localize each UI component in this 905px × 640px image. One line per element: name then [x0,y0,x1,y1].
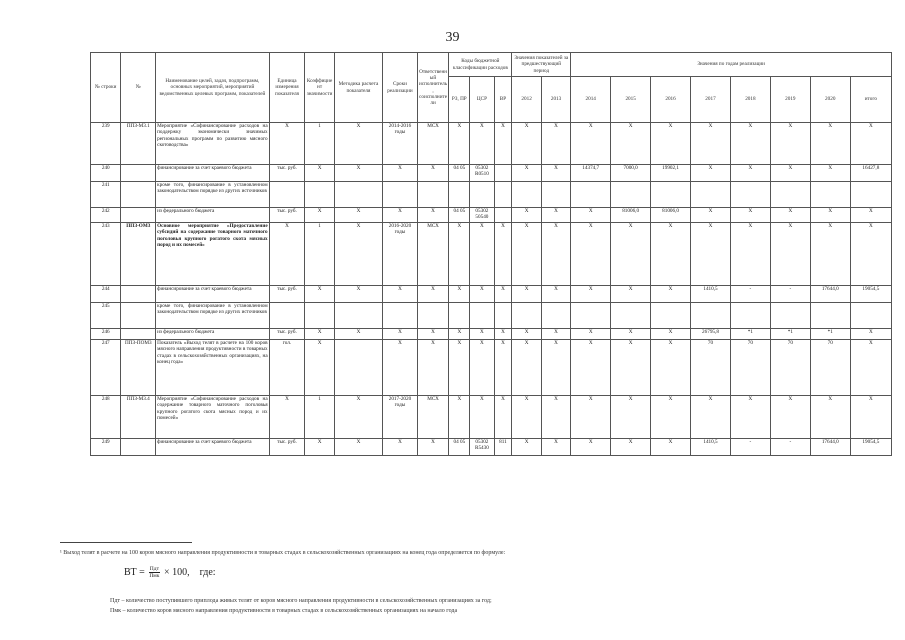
page-number: 39 [445,30,460,45]
row-2019: - [770,439,810,456]
row-number: 244 [91,286,121,303]
row-unit: тыс. руб. [269,208,305,223]
row-name: кроме того, финансирование в установленном законодательством порядке из других источников [156,182,270,208]
row-rz-pr [449,303,470,329]
footnote-divider [60,542,192,543]
row-2016: Х [651,223,691,286]
header-row-number: № строки [91,53,121,123]
row-2014: Х [571,208,611,223]
row-rz-pr: Х [449,223,470,286]
formula-fraction [149,566,160,579]
row-2013: Х [541,165,570,182]
row-csr: Х [470,329,494,340]
row-number: 246 [91,329,121,340]
table-row [91,123,892,165]
row-2017: 1410,5 [691,286,731,303]
row-method: Х [334,208,382,223]
row-csr: 05302 R0510 [470,165,494,182]
row-rz-pr: Х [449,396,470,439]
row-csr [470,182,494,208]
row-method: Х [334,329,382,340]
row-number: 239 [91,123,121,165]
header-method: Методика расчета показателя [334,53,382,123]
row-2013: Х [541,286,570,303]
row-2015 [611,182,651,208]
header-vr: ВР [494,77,512,123]
row-2016: Х [651,340,691,396]
row-total: Х [850,329,891,340]
row-name: Мероприятие «Софинансирование расходов на поддержку экономически значимых региональных программ по развитию мясного скотоводства» [156,123,270,165]
row-coefficient [305,182,334,208]
row-method: Х [334,123,382,165]
row-executor [417,182,449,208]
row-2014: Х [571,329,611,340]
row-name: Основное мероприятие «Предоставление субсидий на содержание товарного маточного поголовья крупного рогатого скота мясных пород и их помесей» [156,223,270,286]
row-method: Х [334,396,382,439]
row-rz-pr: 04 05 [449,208,470,223]
row-2020 [810,182,850,208]
row-coefficient [305,303,334,329]
row-unit [269,303,305,329]
row-total: Х [850,396,891,439]
row-2016 [651,182,691,208]
row-executor: Х [417,340,449,396]
row-2017: 70 [691,340,731,396]
row-csr: Х [470,286,494,303]
row-2019: Х [770,123,810,165]
row-2020: Х [810,396,850,439]
row-2012: Х [512,223,541,286]
row-2017: Х [691,208,731,223]
row-2016: Х [651,123,691,165]
row-2019: - [770,286,810,303]
row-number: 245 [91,303,121,329]
row-coefficient: Х [305,439,334,456]
header-2020: 2020 [810,77,850,123]
row-unit: тыс. руб. [269,286,305,303]
row-period: Х [383,286,418,303]
row-2012: Х [512,123,541,165]
row-unit: тыс. руб. [269,165,305,182]
row-2020: Х [810,223,850,286]
header-csr: ЦСР [470,77,494,123]
row-total: Х [850,223,891,286]
formula-numerator: Пдт [149,566,159,572]
row-period: Х [383,165,418,182]
row-number: 242 [91,208,121,223]
row-2020: 17644,0 [810,439,850,456]
row-2015: 7000,0 [611,165,651,182]
row-code: ППЗ-ОМ3 [121,223,156,286]
table-row [91,340,892,396]
row-2015: Х [611,439,651,456]
row-2019: 70 [770,340,810,396]
row-2015: Х [611,123,651,165]
row-vr: Х [494,123,512,165]
row-2012: Х [512,340,541,396]
row-method: Х [334,223,382,286]
header-unit: Единица измерения показателя [269,53,305,123]
row-2016: Х [651,396,691,439]
formula-rhs: × 100, [163,567,190,578]
row-2020: Х [810,123,850,165]
legend-pmk: Пмк – количество коров мясного направления продуктивности в товарных стадах в сельскохозяйственных организациях на начало года [110,608,458,614]
row-2014 [571,182,611,208]
header-2014: 2014 [571,77,611,123]
row-method: Х [334,439,382,456]
row-2015: 81006,0 [611,208,651,223]
row-method: Х [334,165,382,182]
row-2017: 26795,8 [691,329,731,340]
row-2015: Х [611,286,651,303]
header-2015: 2015 [611,77,651,123]
row-rz-pr: 04 05 [449,439,470,456]
row-period [383,182,418,208]
header-2019: 2019 [770,77,810,123]
row-vr: Х [494,223,512,286]
row-2019 [770,303,810,329]
row-coefficient: Х [305,286,334,303]
header-budget-codes: Коды бюджетной классификации расходов [449,53,512,77]
row-unit: Х [269,396,305,439]
row-total [850,303,891,329]
row-2019: Х [770,165,810,182]
formula [124,566,216,579]
row-vr [494,165,512,182]
row-2013: Х [541,123,570,165]
formula-lhs: ВТ = [124,567,145,578]
row-coefficient: Х [305,329,334,340]
row-2020: *1 [810,329,850,340]
table-row [91,396,892,439]
row-2020: 17644,0 [810,286,850,303]
header-2018: 2018 [730,77,770,123]
row-2018: Х [730,123,770,165]
row-total: Х [850,123,891,165]
row-2016 [651,303,691,329]
table-header [91,53,892,123]
row-2012: Х [512,165,541,182]
row-2019 [770,182,810,208]
row-2012: Х [512,329,541,340]
row-2013 [541,182,570,208]
row-rz-pr: 04 05 [449,165,470,182]
row-2016: Х [651,329,691,340]
row-2012: Х [512,286,541,303]
row-2013: Х [541,223,570,286]
row-rz-pr [449,182,470,208]
row-2018: *1 [730,329,770,340]
row-2013 [541,303,570,329]
row-total: 19054,5 [850,439,891,456]
row-number: 241 [91,182,121,208]
header-total: итого [850,77,891,123]
row-vr [494,182,512,208]
row-unit: тыс. руб. [269,329,305,340]
row-2018: Х [730,165,770,182]
row-method [334,182,382,208]
row-unit: гол. [269,340,305,396]
row-total [850,182,891,208]
row-code [121,208,156,223]
row-number: 247 [91,340,121,396]
row-2019: Х [770,208,810,223]
row-vr: Х [494,286,512,303]
header-executor: Ответственный исполнитель, соисполнители [417,53,449,123]
header-rz-pr: РЗ, ПР [449,77,470,123]
table-row [91,208,892,223]
row-2015: Х [611,329,651,340]
table-row [91,329,892,340]
row-2020 [810,303,850,329]
row-coefficient: Х [305,165,334,182]
row-csr [470,303,494,329]
row-name: финансирование за счет краевого бюджета [156,165,270,182]
legend-pdt: Пдт – количество поступившего приплода живых телят от коров мясного направления продуктивности в сельскохозяйственных организациях за год; [110,598,492,604]
row-2015: Х [611,340,651,396]
row-2019: *1 [770,329,810,340]
row-coefficient: Х [305,340,334,396]
row-2018: - [730,286,770,303]
row-2016: 19902,1 [651,165,691,182]
row-number: 243 [91,223,121,286]
row-method [334,303,382,329]
row-name: кроме того, финансирование в установленном законодательством порядке из других источников [156,303,270,329]
row-2016: Х [651,286,691,303]
row-code: ППЗ-М3.4 [121,396,156,439]
row-2012 [512,182,541,208]
row-total: Х [850,208,891,223]
row-csr: Х [470,340,494,396]
table-row [91,165,892,182]
row-2018: 70 [730,340,770,396]
header-coefficient: Коэффициент значимости [305,53,334,123]
row-csr: 05302 R5430 [470,439,494,456]
row-executor: Х [417,329,449,340]
footnote-text: ¹ Выход телят в расчете на 100 коров мясного направления продуктивности в товарных стадах в сельскохозяйственных организациях на конец года определяется по формуле: [60,550,506,556]
row-coefficient: 1 [305,396,334,439]
row-2013: Х [541,340,570,396]
row-coefficient: 1 [305,123,334,165]
header-2013: 2013 [541,77,570,123]
row-2015 [611,303,651,329]
row-rz-pr: Х [449,329,470,340]
row-executor [417,303,449,329]
row-code [121,182,156,208]
row-2019: Х [770,223,810,286]
row-csr: 05302 50540 [470,208,494,223]
row-2014: Х [571,123,611,165]
row-csr: Х [470,123,494,165]
formula-denominator: Пмк [149,573,160,579]
row-2013: Х [541,329,570,340]
row-method [334,340,382,396]
row-2013: Х [541,396,570,439]
header-code: № [121,53,156,123]
row-total: 16427,8 [850,165,891,182]
row-period: 2016-2020 годы [383,223,418,286]
row-2020: Х [810,208,850,223]
row-executor: Х [417,439,449,456]
row-2018: Х [730,223,770,286]
row-number: 240 [91,165,121,182]
row-executor: Х [417,286,449,303]
row-vr: Х [494,340,512,396]
row-2018 [730,303,770,329]
row-period: 2014-2016 годы [383,123,418,165]
row-coefficient: 1 [305,223,334,286]
header-previous-period: Значения показателей за предшествующий период [512,53,571,77]
row-2016: Х [651,439,691,456]
row-2017 [691,182,731,208]
row-2014: Х [571,396,611,439]
row-rz-pr: Х [449,286,470,303]
row-csr: Х [470,396,494,439]
row-name: из федерального бюджета [156,329,270,340]
row-executor: МСХ [417,123,449,165]
row-2014 [571,303,611,329]
row-2014: 14374,7 [571,165,611,182]
row-period: Х [383,208,418,223]
row-2014: Х [571,439,611,456]
row-2015: Х [611,223,651,286]
row-2012 [512,303,541,329]
row-method: Х [334,286,382,303]
row-csr: Х [470,223,494,286]
row-period: Х [383,329,418,340]
row-period: Х [383,340,418,396]
row-vr: 811 [494,439,512,456]
row-2017: 1410,5 [691,439,731,456]
row-executor: Х [417,208,449,223]
header-2016: 2016 [651,77,691,123]
table-row [91,286,892,303]
header-2017: 2017 [691,77,731,123]
row-2012: Х [512,208,541,223]
row-2020: Х [810,165,850,182]
row-code [121,329,156,340]
row-coefficient: Х [305,208,334,223]
formula-where: где: [199,567,216,578]
row-code: ППЗ-М3.1 [121,123,156,165]
row-number: 249 [91,439,121,456]
row-code [121,165,156,182]
row-2014: Х [571,223,611,286]
row-code: ППЗ-ПОМ3 [121,340,156,396]
row-executor: МСХ [417,223,449,286]
row-2017: Х [691,123,731,165]
row-rz-pr: Х [449,340,470,396]
header-period: Сроки реализации [383,53,418,123]
row-name: Мероприятие «Софинансирование расходов на содержание товарного маточного поголовья крупного рогатого скота мясных пород и их помесей» [156,396,270,439]
row-unit [269,182,305,208]
row-unit: Х [269,223,305,286]
table-row [91,439,892,456]
row-total: Х [850,340,891,396]
row-2018 [730,182,770,208]
header-2012: 2012 [512,77,541,123]
row-name: финансирование за счет краевого бюджета [156,439,270,456]
row-2012: Х [512,396,541,439]
row-vr: Х [494,329,512,340]
row-period: Х [383,439,418,456]
row-2019: Х [770,396,810,439]
row-executor: Х [417,165,449,182]
row-name: финансирование за счет краевого бюджета [156,286,270,303]
table-row [91,223,892,286]
row-vr: Х [494,396,512,439]
row-2015: Х [611,396,651,439]
header-years: Значения по годам реализации [571,53,892,77]
row-name: из федерального бюджета [156,208,270,223]
row-number: 248 [91,396,121,439]
row-executor: МСХ [417,396,449,439]
row-2017: Х [691,165,731,182]
row-2014: Х [571,286,611,303]
indicators-table [90,52,892,456]
row-2012: Х [512,439,541,456]
row-2013: Х [541,439,570,456]
row-period [383,303,418,329]
row-unit: тыс. руб. [269,439,305,456]
row-2014: Х [571,340,611,396]
row-total: 19054,5 [850,286,891,303]
row-2013: Х [541,208,570,223]
row-unit: Х [269,123,305,165]
table-body [91,123,892,456]
row-2018: - [730,439,770,456]
row-code [121,286,156,303]
header-name: Наименование целей, задач, подпрограмм, основных мероприятий, мероприятий ведомственных целевых программ, показателей [156,53,270,123]
row-2020: 70 [810,340,850,396]
row-2018: Х [730,396,770,439]
row-code [121,303,156,329]
row-2017: Х [691,396,731,439]
row-2017 [691,303,731,329]
row-code [121,439,156,456]
table-row [91,182,892,208]
row-2018: Х [730,208,770,223]
row-2017: Х [691,223,731,286]
row-2016: 81006,0 [651,208,691,223]
row-name: Показатель «Выход телят в расчете на 100 коров мясного направления продуктивности в товарных стадах в сельскохозяйственных организациях, на конец года» [156,340,270,396]
table-row [91,303,892,329]
row-vr [494,208,512,223]
row-vr [494,303,512,329]
row-rz-pr: Х [449,123,470,165]
row-period: 2017-2020 годы [383,396,418,439]
